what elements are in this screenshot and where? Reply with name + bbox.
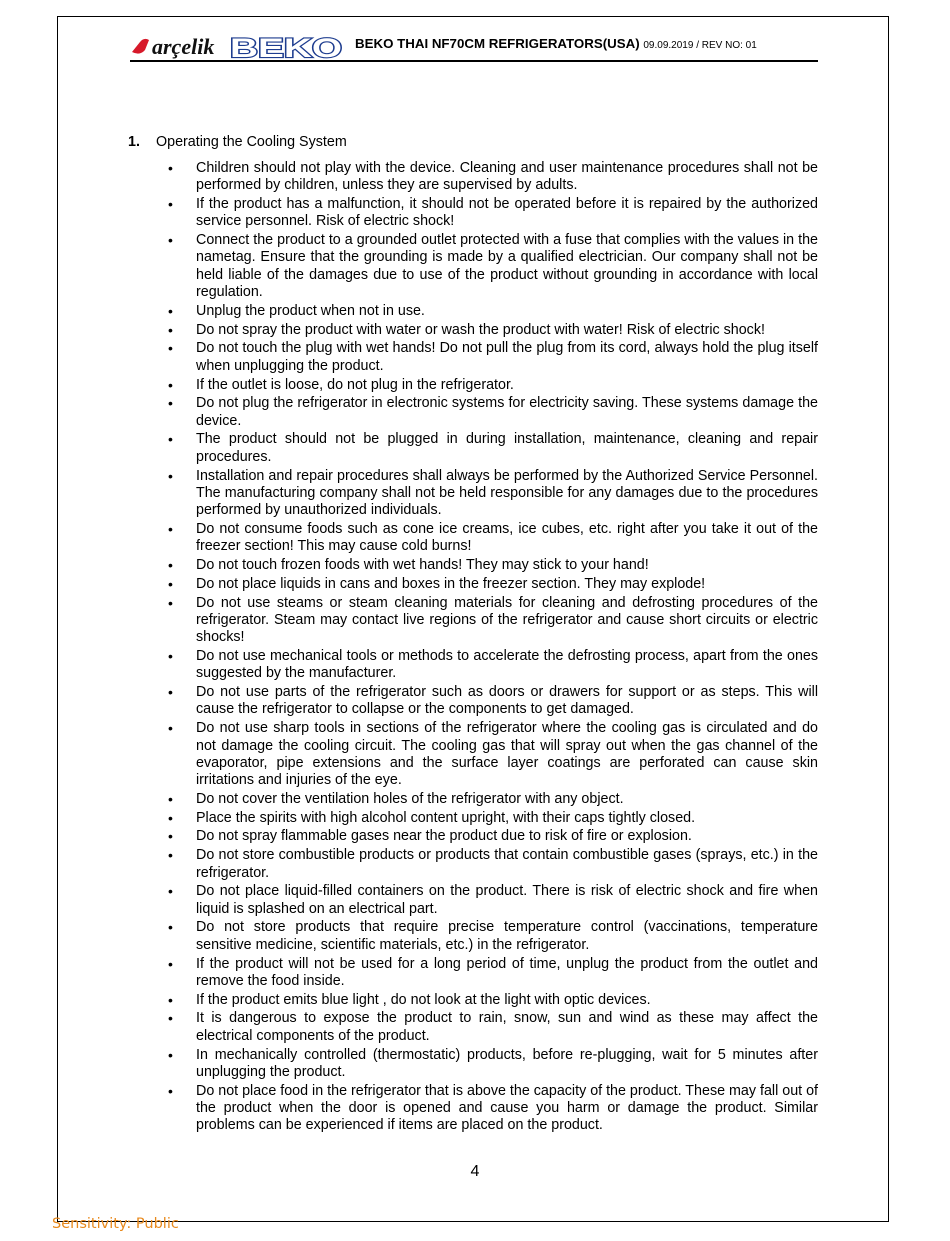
list-item: • If the outlet is loose, do not plug in the refrigerator. (168, 377, 818, 394)
list-item: • Do not store products that require precise temperature control (vaccinations, temperature sensitive medicine, scientific materials, etc.) in the refrigerator. (168, 919, 818, 954)
list-item: • Do not use parts of the refrigerator such as doors or drawers for support or as steps. This will cause the refrigerator to collapse or the components to get damaged. (168, 684, 818, 719)
list-item: • Do not place liquid-filled containers on the product. There is risk of electric shock and fire when liquid is splashed on an electrical part. (168, 883, 818, 918)
list-item: • Installation and repair procedures shall always be performed by the Authorized Service Personnel. The manufacturing company shall not be held responsible for any damages due to the procedures performed by unauthorized individuals. (168, 468, 818, 520)
list-item: • Do not plug the refrigerator in electronic systems for electricity saving. These systems damage the device. (168, 395, 818, 430)
logo-arcelik-text: arçelik (152, 34, 215, 59)
header-meta: 09.09.2019 / REV NO: 01 (643, 40, 757, 51)
list-item: • Children should not play with the device. Cleaning and user maintenance procedures shall not be performed by children, unless they are supervised by adults. (168, 160, 818, 195)
list-item: • Do not touch the plug with wet hands! Do not pull the plug from its cord, always hold the plug itself when unplugging the product. (168, 340, 818, 375)
arcelik-flame-icon (132, 39, 149, 54)
list-item: • Do not use mechanical tools or methods to accelerate the defrosting process, apart from the ones suggested by the manufacturer. (168, 648, 818, 683)
list-item: • Place the spirits with high alcohol content upright, with their caps tightly closed. (168, 810, 818, 827)
list-item: • Do not cover the ventilation holes of the refrigerator with any object. (168, 791, 818, 808)
document-header (130, 30, 818, 62)
list-item: • Do not spray flammable gases near the product due to risk of fire or explosion. (168, 828, 818, 845)
list-item: • It is dangerous to expose the product to rain, snow, sun and wind as these may affect the electrical components of the product. (168, 1010, 818, 1045)
list-item: • Do not place food in the refrigerator that is above the capacity of the product. These may fall out of the product when the door is opened and cause you harm or damage the product. Similar problems can be experienced if items are placed on the product. (168, 1083, 818, 1135)
list-item: • The product should not be plugged in during installation, maintenance, cleaning and repair procedures. (168, 431, 818, 466)
page-number: 4 (470, 1163, 480, 1180)
list-item: • In mechanically controlled (thermostatic) products, before re-plugging, wait for 5 minutes after unplugging the product. (168, 1047, 818, 1082)
list-item: • Do not place liquids in cans and boxes in the freezer section. They may explode! (168, 576, 818, 593)
list-item: • Do not touch frozen foods with wet hands! They may stick to your hand! (168, 557, 818, 574)
list-item: • Unplug the product when not in use. (168, 303, 818, 320)
document-title (355, 36, 757, 51)
list-item: • If the product has a malfunction, it should not be operated before it is repaired by the authorized service personnel. Risk of electric shock! (168, 196, 818, 231)
operating-section (128, 134, 818, 1136)
list-item: • Do not spray the product with water or wash the product with water! Risk of electric shock! (168, 322, 818, 339)
section-number: 1. (128, 134, 140, 150)
header-title-text: BEKO THAI NF70CM REFRIGERATORS(USA) (355, 36, 640, 51)
list-item: • Do not consume foods such as cone ice creams, ice cubes, etc. right after you take it out of the freezer section! This may cause cold burns! (168, 521, 818, 556)
sensitivity-label: Sensitivity: Public (52, 1216, 179, 1232)
section-title: Operating the Cooling System (156, 134, 347, 150)
list-item: • Connect the product to a grounded outlet protected with a fuse that complies with the values in the nametag. Ensure that the grounding is made by a qualified electrician. Our company shall not be held liable of the damages due to use of the product without grounding in accordance with local regulation. (168, 232, 818, 301)
list-item: • If the product emits blue light , do not look at the light with optic devices. (168, 992, 818, 1009)
list-item: • Do not use sharp tools in sections of the refrigerator where the cooling gas is circulated and do not damage the cooling circuit. The cooling gas that will spray out when the gas channel of the evaporator, pipe extensions and the surface layer coatings are perforated can cause skin irritations and injuries of the eye. (168, 720, 818, 789)
section-heading (128, 134, 818, 154)
safety-bullet-list (128, 160, 818, 1135)
list-item: • Do not store combustible products or products that contain combustible gases (sprays, etc.) in the refrigerator. (168, 847, 818, 882)
arcelik-beko-logo (130, 32, 345, 60)
list-item: • Do not use steams or steam cleaning materials for cleaning and defrosting procedures of the refrigerator. Steam may contact live regions of the refrigerator and cause short circuits or electric shocks! (168, 595, 818, 647)
list-item: • If the product will not be used for a long period of time, unplug the product from the outlet and remove the food inside. (168, 956, 818, 991)
logo-beko-text: BEKO (230, 33, 342, 60)
